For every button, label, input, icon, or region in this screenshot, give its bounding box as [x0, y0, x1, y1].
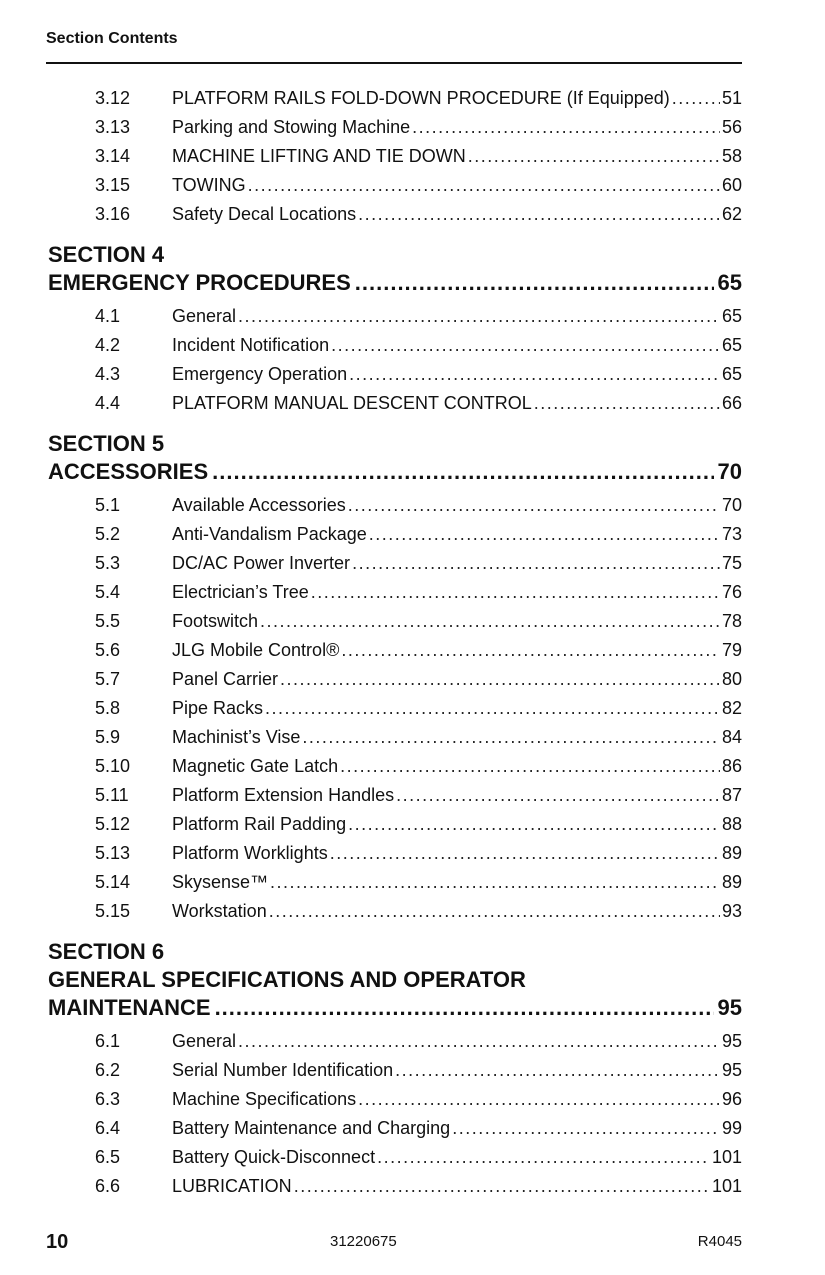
dot-leader [395, 1056, 720, 1085]
toc-entry[interactable] [48, 1027, 742, 1056]
toc-section-heading[interactable] [48, 430, 742, 486]
toc-entry-page: 96 [721, 1089, 742, 1109]
toc-entry-number: 3.16 [95, 204, 131, 224]
toc-entry[interactable] [48, 665, 742, 694]
toc-entry-title: PLATFORM RAILS FOLD-DOWN PROCEDURE (If Equipped) [172, 88, 670, 108]
header-rule [46, 62, 742, 64]
dot-leader [212, 458, 713, 486]
dot-leader [534, 389, 720, 418]
toc-entry-number: 5.6 [95, 640, 121, 660]
dot-leader [468, 142, 720, 171]
toc-entry[interactable] [48, 389, 742, 418]
toc-entry-page: 60 [721, 175, 742, 195]
dot-leader [302, 723, 720, 752]
toc-entry-number: 5.4 [95, 582, 121, 602]
section-label: SECTION 5 [48, 431, 165, 456]
dot-leader [355, 269, 714, 297]
dot-leader [348, 491, 720, 520]
toc-entry-page: 65 [721, 335, 742, 355]
toc-entry-title: Machinist’s Vise [172, 727, 301, 747]
dot-leader [238, 302, 720, 331]
toc-entry-number: 4.2 [95, 335, 121, 355]
toc-entry-page: 65 [721, 364, 742, 384]
toc-entry-title: Workstation [172, 901, 267, 921]
toc-entry[interactable] [48, 1172, 742, 1201]
toc-entry-page: 95 [721, 1031, 742, 1051]
toc-entry[interactable] [48, 520, 742, 549]
dot-leader [294, 1172, 710, 1201]
toc-entry-title: LUBRICATION [172, 1176, 292, 1196]
toc-entry-title: Safety Decal Locations [172, 204, 357, 224]
toc-entry-number: 4.3 [95, 364, 121, 384]
section-title-line: EMERGENCY PROCEDURES [48, 270, 351, 295]
toc-entry-title: JLG Mobile Control® [172, 640, 340, 660]
toc-entry[interactable] [48, 781, 742, 810]
toc-entry-number: 4.4 [95, 393, 121, 413]
toc-entry[interactable] [48, 839, 742, 868]
toc-entry-page: 86 [721, 756, 742, 776]
dot-leader [330, 839, 720, 868]
toc-entry-number: 3.12 [95, 88, 131, 108]
section-title-line: ACCESSORIES [48, 459, 209, 484]
toc-entry-page: 51 [721, 88, 742, 108]
toc-entry[interactable] [48, 868, 742, 897]
toc-entry-page: 89 [721, 872, 742, 892]
toc-entry-page: 66 [721, 393, 742, 413]
toc-entry-number: 5.12 [95, 814, 131, 834]
toc-entry-number: 6.6 [95, 1176, 121, 1196]
section-page: 95 [717, 995, 742, 1020]
toc-entry-number: 5.11 [95, 785, 129, 805]
toc-entry[interactable] [48, 549, 742, 578]
dot-leader [280, 665, 720, 694]
toc-entry-title: Magnetic Gate Latch [172, 756, 339, 776]
toc-entry-page: 87 [721, 785, 742, 805]
section-title-line: GENERAL SPECIFICATIONS AND OPERATOR [48, 967, 526, 992]
toc-entry-title: Emergency Operation [172, 364, 348, 384]
toc-entry[interactable] [48, 578, 742, 607]
toc-entry-page: 101 [711, 1147, 742, 1167]
toc-entry-title: Incident Notification [172, 335, 330, 355]
dot-leader [340, 752, 720, 781]
toc-entry-page: 76 [721, 582, 742, 602]
toc-entry[interactable] [48, 897, 742, 926]
toc-section-heading[interactable] [48, 938, 742, 1022]
dot-leader [311, 578, 720, 607]
dot-leader [352, 549, 720, 578]
toc-entry[interactable] [48, 1085, 742, 1114]
toc-entry[interactable] [48, 694, 742, 723]
dot-leader [269, 897, 720, 926]
toc-entry-number: 3.15 [95, 175, 131, 195]
toc-entry-title: Parking and Stowing Machine [172, 117, 411, 137]
toc-entry-title: General [172, 1031, 237, 1051]
toc-entry-title: TOWING [172, 175, 246, 195]
toc-entry-number: 6.3 [95, 1089, 121, 1109]
section-title-row [48, 994, 742, 1022]
toc-entry-title: Electrician’s Tree [172, 582, 309, 602]
dot-leader [238, 1027, 720, 1056]
toc-entry-number: 5.14 [95, 872, 131, 892]
toc-entry-page: 70 [721, 495, 742, 515]
toc-entry-number: 5.13 [95, 843, 131, 863]
toc-entry-page: 80 [721, 669, 742, 689]
toc-entry-page: 56 [721, 117, 742, 137]
toc-entry-number: 5.1 [95, 495, 121, 515]
toc-entry-page: 101 [711, 1176, 742, 1196]
toc-entry[interactable] [48, 142, 742, 171]
toc-entry-title: Battery Quick-Disconnect [172, 1147, 376, 1167]
toc-entry-page: 78 [721, 611, 742, 631]
toc-entry-number: 3.14 [95, 146, 131, 166]
dot-leader [265, 694, 720, 723]
toc-entry-number: 4.1 [95, 306, 121, 326]
dot-leader [358, 1085, 720, 1114]
toc-entry[interactable] [48, 1114, 742, 1143]
toc-entry-number: 5.2 [95, 524, 121, 544]
toc-entry-title: Panel Carrier [172, 669, 279, 689]
dot-leader [348, 810, 720, 839]
toc-entry-page: 95 [721, 1060, 742, 1080]
toc-entry-number: 6.5 [95, 1147, 121, 1167]
toc-entry[interactable] [48, 810, 742, 839]
footer-revision: R4045 [697, 1233, 742, 1250]
toc-entry-title: Serial Number Identification [172, 1060, 394, 1080]
dot-leader [377, 1143, 710, 1172]
toc-entry-page: 73 [721, 524, 742, 544]
toc-entry-title: PLATFORM MANUAL DESCENT CONTROL [172, 393, 532, 413]
toc-entry-title: Footswitch [172, 611, 259, 631]
dot-leader [260, 607, 720, 636]
toc-entry-number: 6.1 [95, 1031, 121, 1051]
toc-entry-page: 82 [721, 698, 742, 718]
dot-leader [358, 200, 720, 229]
toc-section-heading[interactable] [48, 241, 742, 297]
toc-entry-page: 79 [721, 640, 742, 660]
toc-entry-number: 5.5 [95, 611, 121, 631]
toc-entry-page: 99 [721, 1118, 742, 1138]
toc-entry-page: 88 [721, 814, 742, 834]
dot-leader [248, 171, 720, 200]
toc-entry-number: 5.10 [95, 756, 131, 776]
footer-document-number: 31220675 [330, 1233, 397, 1250]
toc-entry-title: Available Accessories [172, 495, 346, 515]
table-of-contents [48, 84, 742, 1201]
page-footer [46, 1230, 742, 1254]
toc-entry-number: 5.9 [95, 727, 121, 747]
dot-leader [341, 636, 720, 665]
toc-entry[interactable] [48, 331, 742, 360]
dot-leader [349, 360, 720, 389]
toc-entry-number: 5.7 [95, 669, 121, 689]
toc-entry[interactable] [48, 200, 742, 229]
toc-entry-title: Machine Specifications [172, 1089, 357, 1109]
toc-entry-page: 84 [721, 727, 742, 747]
toc-entry-number: 5.8 [95, 698, 121, 718]
toc-entry[interactable] [48, 360, 742, 389]
dot-leader [412, 113, 720, 142]
toc-entry-title: MACHINE LIFTING AND TIE DOWN [172, 146, 466, 166]
dot-leader [672, 84, 720, 113]
section-label: SECTION 6 [48, 939, 165, 964]
footer-page-number: 10 [46, 1231, 69, 1253]
toc-entry-title: Pipe Racks [172, 698, 264, 718]
section-page: 65 [717, 270, 742, 295]
toc-entry[interactable] [48, 607, 742, 636]
toc-entry[interactable] [48, 113, 742, 142]
toc-entry[interactable] [48, 491, 742, 520]
toc-entry[interactable] [48, 752, 742, 781]
toc-entry-number: 3.13 [95, 117, 131, 137]
toc-entry[interactable] [48, 1056, 742, 1085]
toc-entry-page: 65 [721, 306, 742, 326]
toc-entry-title: Skysense™ [172, 872, 269, 892]
toc-entry-page: 62 [721, 204, 742, 224]
toc-entry-page: 89 [721, 843, 742, 863]
section-title-line: MAINTENANCE [48, 995, 211, 1020]
section-page: 70 [717, 459, 742, 484]
toc-entry-title: Anti-Vandalism Package [172, 524, 367, 544]
toc-entry-page: 75 [721, 553, 742, 573]
section-label: SECTION 4 [48, 242, 165, 267]
toc-entry-title: Battery Maintenance and Charging [172, 1118, 451, 1138]
section-title-row [48, 458, 742, 486]
toc-entry-title: General [172, 306, 237, 326]
toc-entry-title: DC/AC Power Inverter [172, 553, 351, 573]
toc-entry-number: 6.2 [95, 1060, 121, 1080]
toc-entry-number: 5.15 [95, 901, 131, 921]
toc-entry-page: 58 [721, 146, 742, 166]
toc-entry[interactable] [48, 171, 742, 200]
toc-entry[interactable] [48, 723, 742, 752]
dot-leader [331, 331, 720, 360]
dot-leader [270, 868, 720, 897]
toc-entry[interactable] [48, 636, 742, 665]
dot-leader [215, 994, 714, 1022]
dot-leader [452, 1114, 720, 1143]
toc-entry[interactable] [48, 1143, 742, 1172]
toc-entry-title: Platform Rail Padding [172, 814, 347, 834]
toc-entry-number: 6.4 [95, 1118, 121, 1138]
dot-leader [396, 781, 720, 810]
toc-entry[interactable] [48, 302, 742, 331]
dot-leader [369, 520, 720, 549]
toc-entry-title: Platform Worklights [172, 843, 328, 863]
toc-entry-number: 5.3 [95, 553, 121, 573]
section-contents-header: Section Contents [46, 30, 178, 47]
section-title-row [48, 269, 742, 297]
toc-entry-page: 93 [721, 901, 742, 921]
toc-entry[interactable] [48, 84, 742, 113]
toc-entry-title: Platform Extension Handles [172, 785, 395, 805]
